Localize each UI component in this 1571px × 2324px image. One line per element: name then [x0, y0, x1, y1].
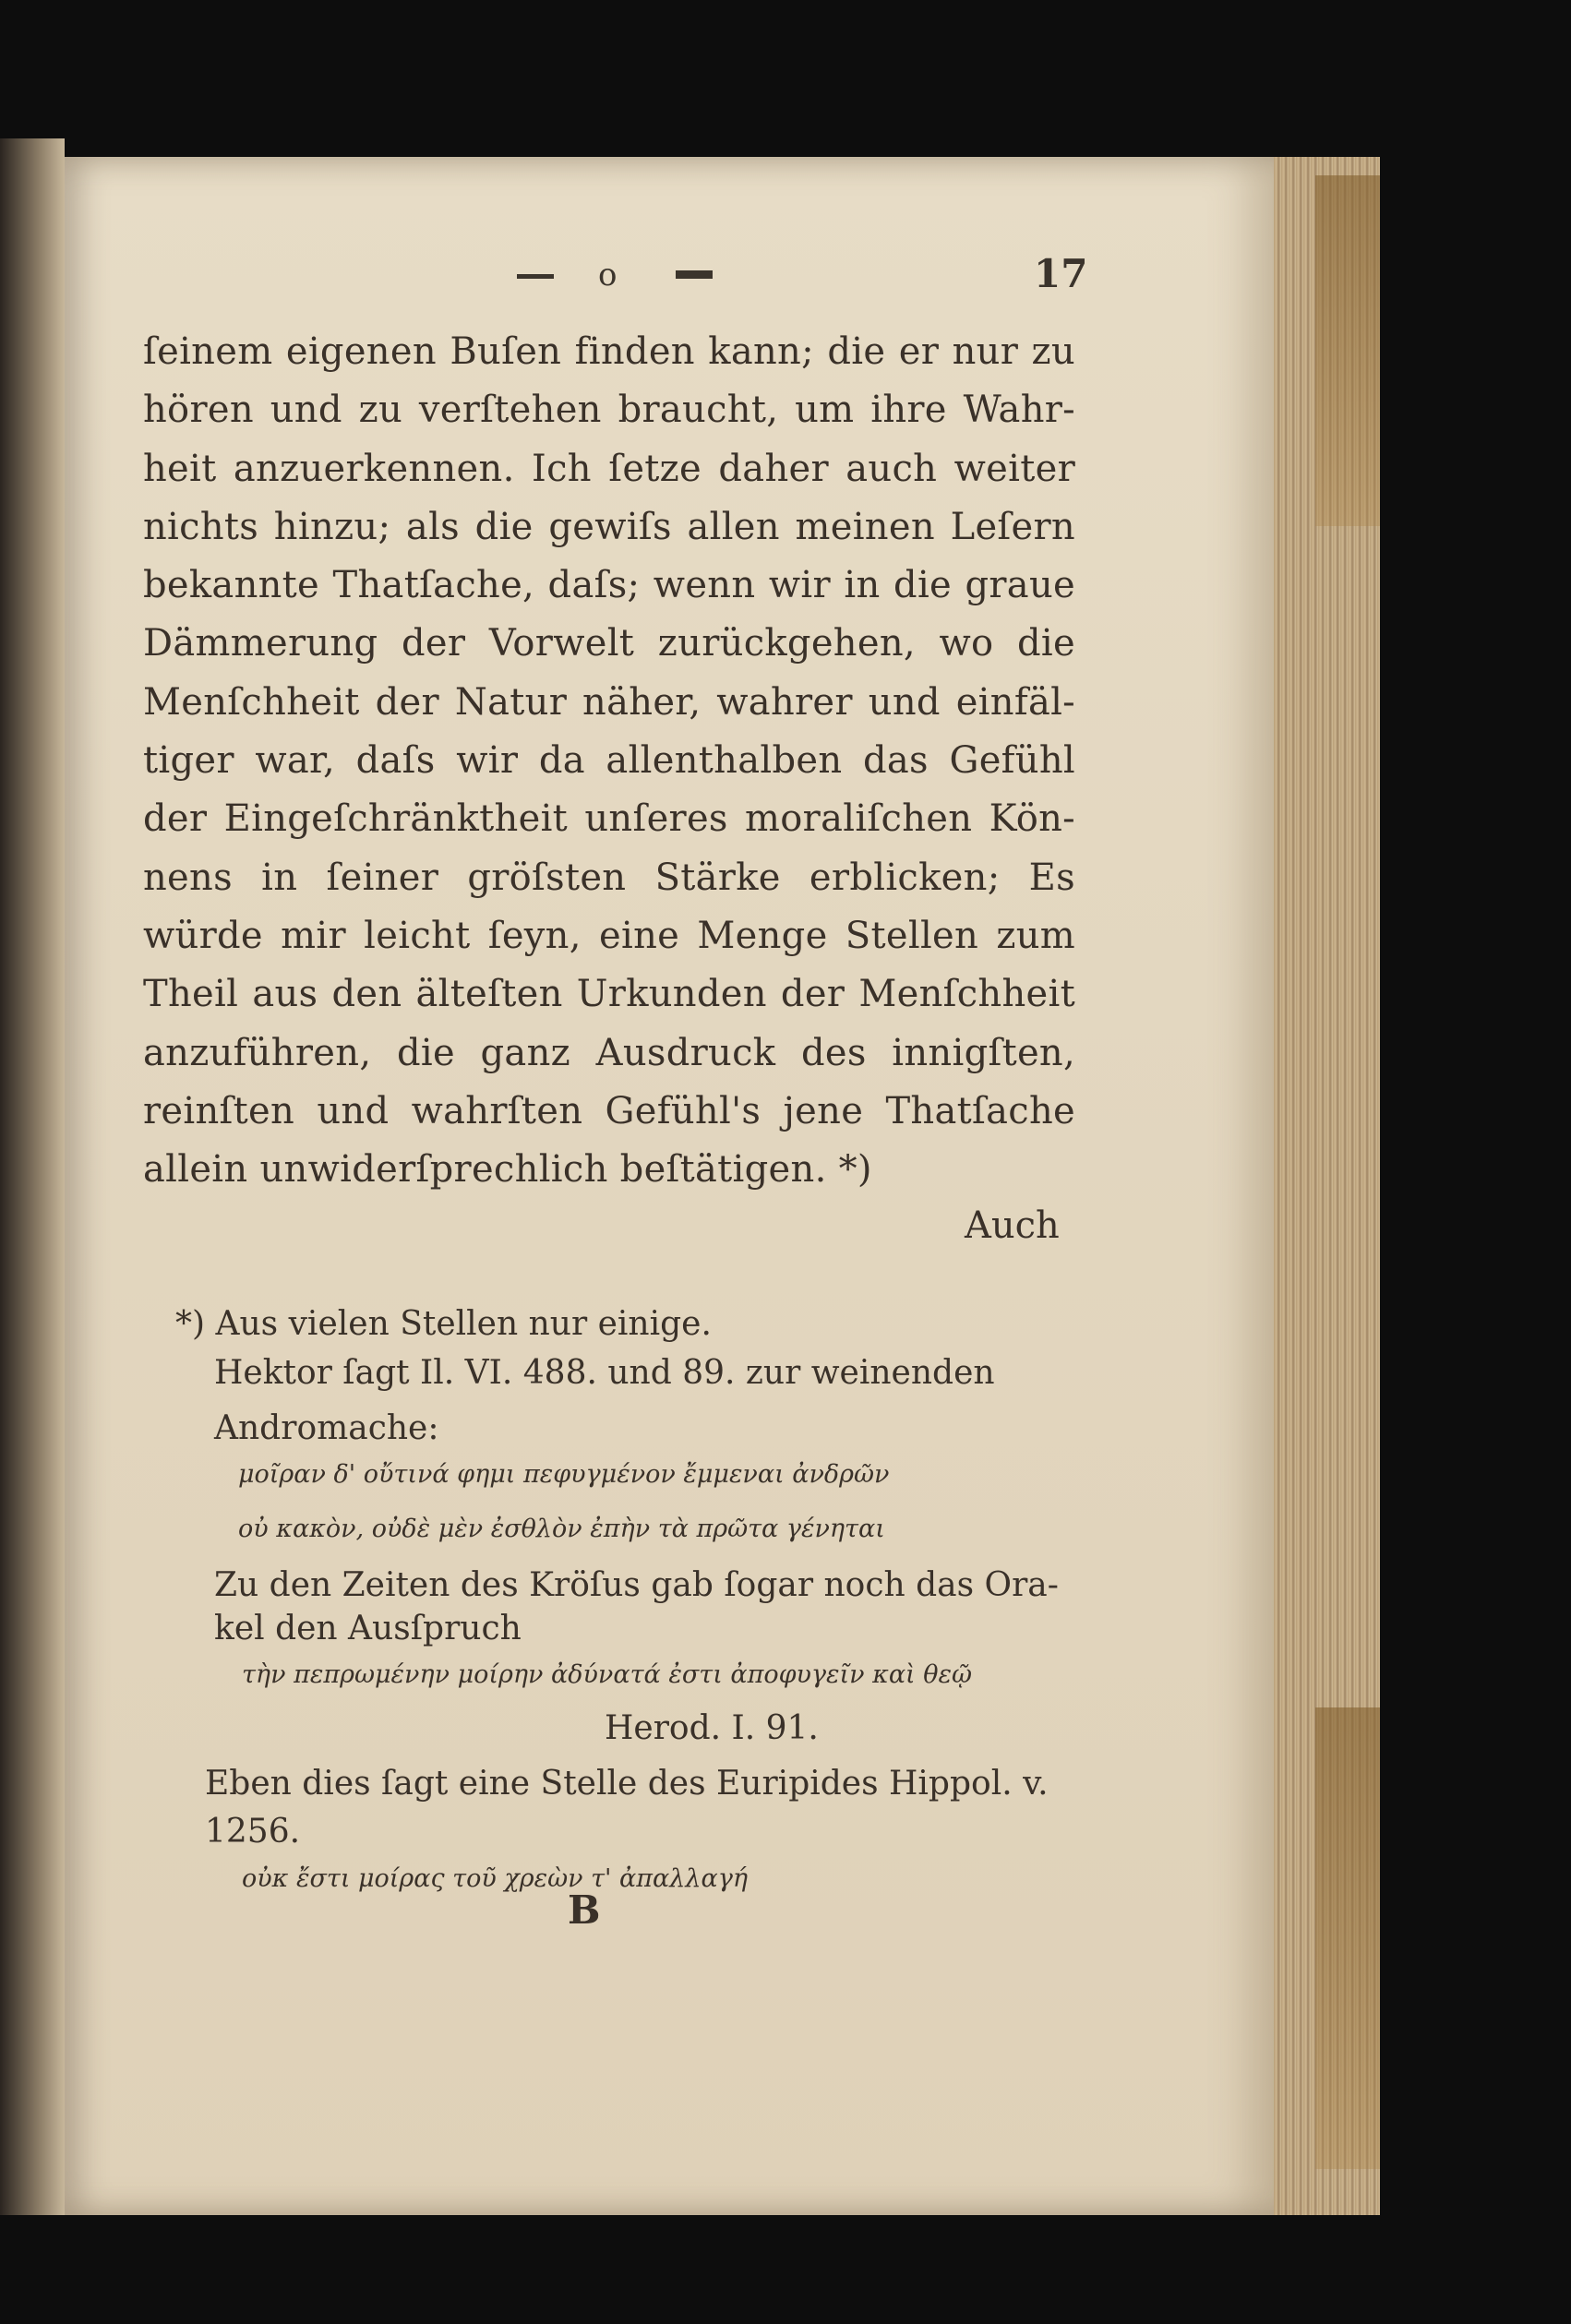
text-line: Dämmerung der Vorwelt zurückgehen, wo die — [143, 622, 1075, 665]
footnote-line: Eben dies ſagt eine Stelle des Euripides Hippol. v. — [205, 1765, 1049, 1803]
text-line: ſeinem eigenen Buſen finden kann; die er nur zu — [143, 330, 1075, 373]
footnote-line: Hektor ſagt Il. VI. 488. und 89. zur weinenden — [214, 1354, 995, 1392]
footnote-line: Zu den Zeiten des Kröſus gab ſogar noch das Ora- — [214, 1566, 1059, 1604]
catchword: Auch — [965, 1204, 1060, 1247]
text-line: hören und zu verſtehen braucht, um ihre Wahr- — [143, 389, 1075, 432]
ornament-dash-left — [517, 274, 554, 279]
running-head — [498, 251, 1126, 300]
ornament-circle: o — [598, 257, 618, 293]
text-line: tiger war, daſs wir da allenthalben das Gefühl — [143, 739, 1075, 783]
ornament-dash-right — [676, 270, 713, 279]
edge-stain-bottom — [1315, 1707, 1380, 2169]
edge-stain-top — [1315, 175, 1380, 526]
footnote-line: Andromache: — [214, 1409, 439, 1447]
footnote-line: kel den Ausſpruch — [214, 1610, 522, 1647]
text-line: heit anzuerkennen. Ich ſetze daher auch weiter — [143, 447, 1075, 490]
text-line: Theil aus den älteſten Urkunden der Menſchheit — [143, 973, 1075, 1016]
greek-quote: οὐκ ἔστι μοίρας τοῦ χρεὼν τ' ἀπαλλαγή — [242, 1864, 749, 1893]
text-line: nens in ſeiner gröſsten Stärke erblicken; Es — [143, 856, 1075, 899]
text-line: allein unwiderſprechlich beſtätigen. *) — [143, 1148, 872, 1192]
facing-page-edge — [0, 138, 65, 2215]
text-line: anzuführen, die ganz Ausdruck des innigſten, — [143, 1031, 1075, 1074]
page-number: 17 — [1034, 251, 1088, 296]
greek-quote: μοῖραν δ' οὔτινά φημι πεφυγμένον ἔμμεναι ἀνδρῶν — [238, 1460, 890, 1489]
main-text — [143, 323, 1075, 1199]
footnote-intro: *) Aus vielen Stellen nur einige. — [175, 1305, 712, 1343]
greek-quote: τὴν πεπρωμένην μοίρην ἀδύνατά ἐστι ἀποφυγεῖν καὶ θεῷ — [242, 1660, 972, 1689]
text-line: nichts hinzu; als die gewiſs allen meinen Leſern — [143, 505, 1075, 548]
footnote-line: 1256. — [205, 1813, 301, 1851]
greek-quote: οὐ κακὸν, οὐδὲ μὲν ἐσθλὸν ἐπὴν τὰ πρῶτα γένηται — [238, 1515, 885, 1543]
text-line: Menſchheit der Natur näher, wahrer und einfäl- — [143, 680, 1075, 724]
text-line: würde mir leicht ſeyn, eine Menge Stellen zum — [143, 914, 1075, 957]
footnote-citation: Herod. I. 91. — [605, 1709, 819, 1747]
text-line: bekannte Thatſache, daſs; wenn wir in die graue — [143, 564, 1075, 607]
text-line: der Eingeſchränktheit unſeres moraliſchen Kön- — [143, 797, 1075, 841]
signature-mark: B — [568, 1887, 601, 1933]
text-line: reinſten und wahrſten Gefühl's jene Thatſache — [143, 1089, 1075, 1132]
